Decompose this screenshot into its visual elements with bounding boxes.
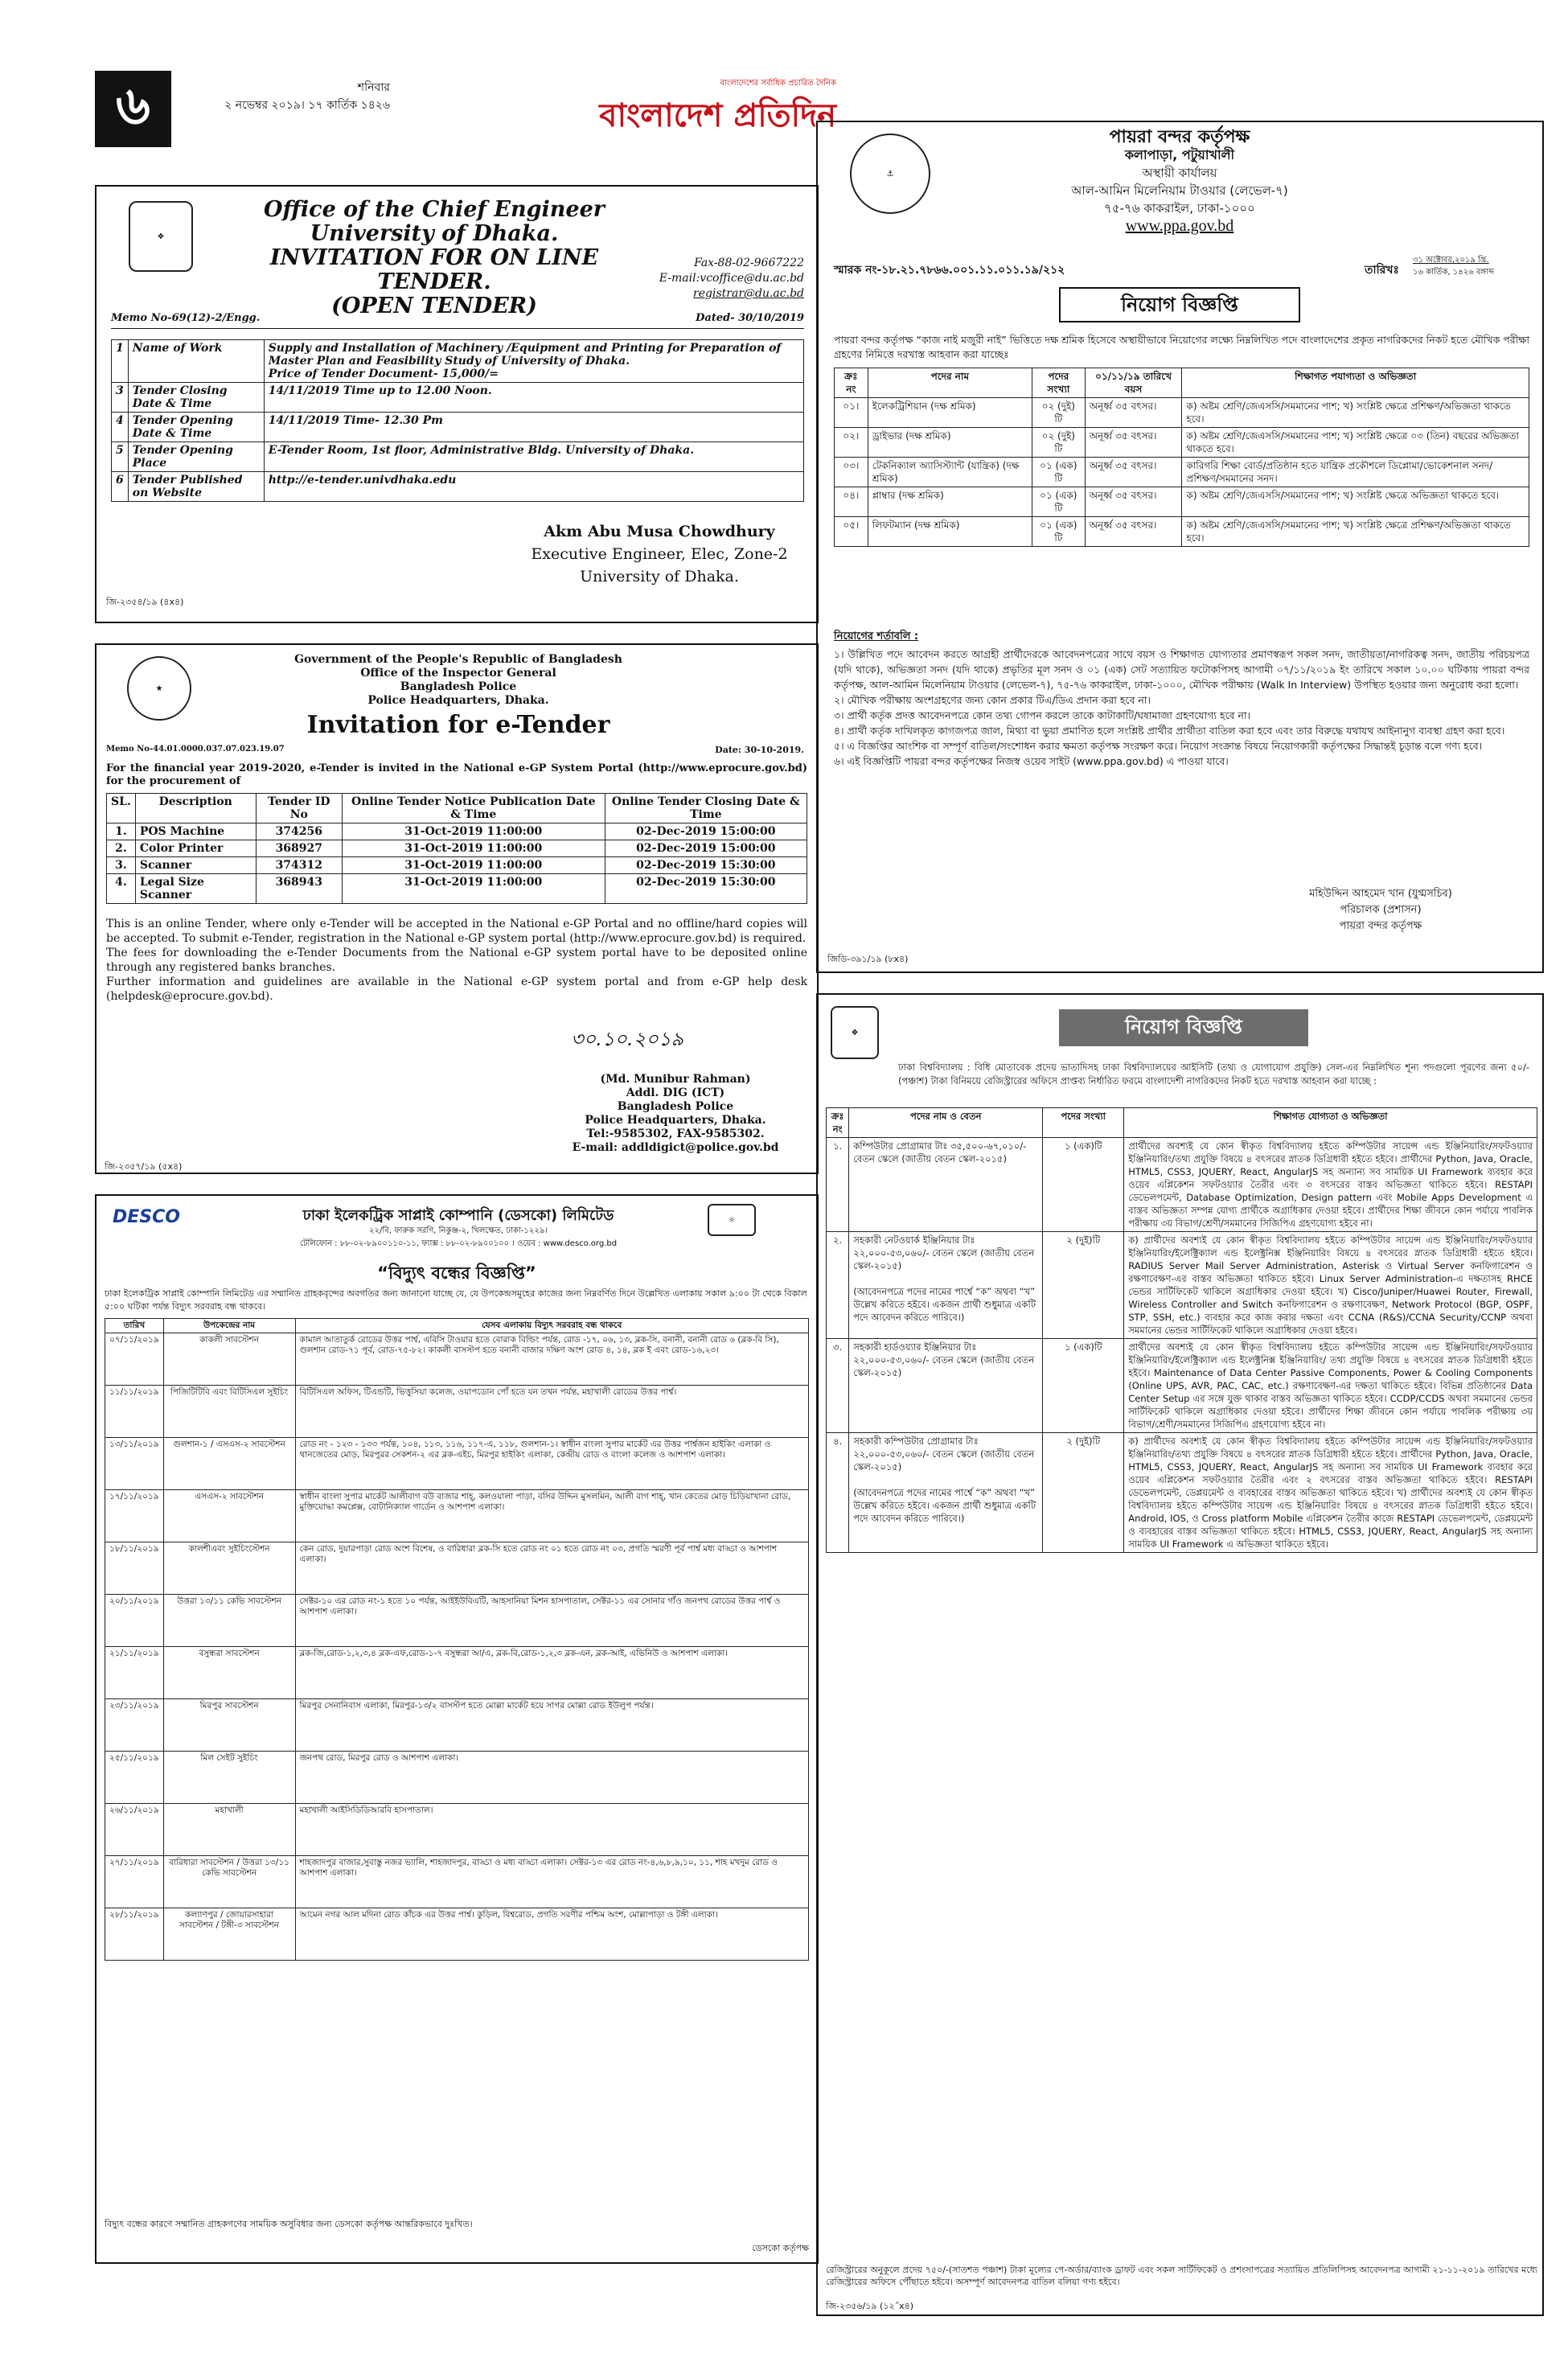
office-line: Office of the Inspector General: [360, 667, 556, 680]
row-label: Tender Opening Date & Time: [128, 413, 264, 442]
table-row: [105, 1595, 809, 1647]
substation-cell: বসুন্ধরা সাবস্টেশন: [163, 1647, 295, 1699]
table-header: Online Tender Notice Publication Date & Time: [342, 794, 605, 824]
email: registrar@du.ac.bd: [693, 287, 804, 300]
desco-title: ঢাকা ইলেকট্রিক সাপ্লাই কোম্পানি (ডেসকো) লিমিটেড: [302, 1207, 614, 1224]
table-header: Online Tender Closing Date & Time: [605, 794, 807, 824]
table-row: [827, 1339, 1537, 1433]
table-cell: ০১ (এক) টি: [1032, 517, 1085, 547]
signer-name: মহিউদ্দিন আহমেদ খান (যুগ্মসচিব): [1309, 888, 1452, 900]
date-cell: ২৫/১১/২০১৯: [105, 1752, 164, 1804]
police-intro: For the financial year 2019-2020, e-Tender is invited in the National e-GP System Portal (http://www.eprocure.gov.bd) for the procurement of: [106, 762, 807, 787]
du-job-table: [826, 1107, 1537, 1553]
table-cell: টেকনিক্যাল অ্যাসিস্ট্যান্ট (যান্ত্রিক) (দক্ষ শ্রমিক): [868, 458, 1032, 487]
police-body: [106, 917, 807, 1004]
police-title: Invitation for e-Tender: [306, 711, 610, 739]
table-cell: 3.: [107, 857, 136, 874]
table-cell: 4.: [107, 874, 136, 904]
table-row: [105, 1438, 809, 1490]
substation-cell: মিল সেইট সুইচিং: [163, 1752, 295, 1804]
notice-title: “বিদ্যুৎ বন্ধের বিজ্ঞপ্তি”: [377, 1263, 536, 1283]
table-cell: অনূর্ধ্ব ৩৫ বৎসর।: [1085, 428, 1182, 458]
university-line: University of Dhaka.: [310, 221, 559, 246]
du-tender-header: [225, 198, 643, 318]
table-header: Description: [135, 794, 256, 824]
table-row: [105, 1386, 809, 1438]
table-cell: 2.: [107, 840, 136, 857]
table-row: [112, 442, 804, 472]
table-row: [107, 857, 807, 874]
row-value: http://e-tender.univdhaka.edu: [264, 472, 803, 502]
table-row: [827, 1108, 1537, 1138]
condition-item: ৪। প্রার্থী কর্তৃক দাখিলকৃত কাগজপত্র জাল, মিথ্যা বা ভুয়া প্রমাণিত হলে সংশ্লিষ্ট প্রার্থীর প্রার্থীতা বাতিল করা হবে এবং তার বিরুদ্ধে যথাযথ আইনানুগ ব্যবস্থা গ্রহণ করা হবে।: [834, 725, 1505, 737]
count-cell: ২ (দুই)টি: [1043, 1232, 1124, 1339]
desco-contact: টেলিফোন : ৮৮-০২-৮৯০০১১০-১১, ফ্যাক্স : ৮৮-০২-৮৯০০১০০ । ওয়েব : www.desco.org.bd: [299, 1239, 618, 1248]
table-cell: Scanner: [135, 857, 256, 874]
date-cell: ২৩/১১/২০১৯: [105, 1699, 164, 1752]
signer-email: E-mail: addldigict@police.gov.bd: [572, 1141, 779, 1154]
substation-cell: কাকলী সাবস্টেশন: [163, 1333, 295, 1386]
table-header: ০১/১১/১৯ তারিখে বয়স: [1085, 368, 1182, 398]
table-cell: 02-Dec-2019 15:30:00: [605, 857, 807, 874]
row-label: Name of Work: [128, 340, 264, 383]
condition-item: ৫। এ বিজ্ঞপ্তির আংশিক বা সম্পূর্ণ বাতিল/সংশোধন করার ক্ষমতা কর্তৃপক্ষ সংরক্ষণ করে। নিয়োগ সংক্রান্ত বিষয়ে নিয়োগকারী কর্তৃপক্ষের সিদ্ধান্তই চূড়ান্ত বলে গণ্য হবে।: [834, 740, 1483, 752]
row-number: 1: [112, 340, 129, 383]
table-cell: অনূর্ধ্ব ৩৫ বৎসর।: [1085, 487, 1182, 517]
desco-address: ২২/বি, ফারুক সরণি, নিকুঞ্জ-২, খিলক্ষেত, ঢাকা-১২২৯।: [369, 1226, 548, 1235]
du-job-title: নিয়োগ বিজ্ঞপ্তি: [1059, 1009, 1308, 1046]
ppa-street: ৭৫-৭৬ কাকরাইল, ঢাকা-১০০০: [1104, 201, 1255, 216]
pm-initiative-icon: ☼: [708, 1204, 756, 1236]
date-cell: ২০/১১/২০১৯: [105, 1595, 164, 1647]
table-cell: 374312: [256, 857, 342, 874]
table-header: পদের নাম ও বেতন: [849, 1108, 1043, 1138]
substation-cell: মহাখালী: [163, 1804, 295, 1856]
open-tender-line: (OPEN TENDER): [331, 294, 537, 318]
ad-code: জি-২৩৫৪/১৯ (৪x৪): [106, 597, 184, 607]
table-cell: অনূর্ধ্ব ৩৫ বৎসর।: [1085, 517, 1182, 547]
table-row: [835, 458, 1529, 487]
qualification-cell: প্রার্থীদের অবশ্যই যে কোন স্বীকৃত বিশ্ববিদ্যালয় হইতে কম্পিউটার সায়েন্স এন্ড ইঞ্জিনিয়ারিং/সফটওয়্যার ইঞ্জিনিয়ারিং/ইলেক্ট্রিক্যাল এন্ড ইলেক্ট্রনিক্স ইঞ্জিনিয়ারিং/ তথ্য প্রযুক্তি বিষয়ে ৪ বৎসরের স্নাতক ডিগ্রিধারী হইতে হইবে। Maintenance of Data Center Passive Components, Power & Cooling Components (Online UPS, AVR, PAC, CAC, etc.) রক্ষণাবেক্ষণ-এর দক্ষতা থাকিতে হইবে। বিভিন্ন প্রতিষ্ঠানের Data Center Setup এর সঙ্গে যুক্ত থাকার বাস্তব অভিজ্ঞতা থাকিতে হইবে। CCDP/CCDS অথবা সমমানের ভেন্ডর সার্টিফিকেট থাকিলে অগ্রাধিকার দেওয়া হইবে। প্রার্থীদের শিক্ষা জীবনে কোন পর্যায়ে পাবলিক পরীক্ষায় ৩য় বিভাগ/শ্রেণী/সমমানের সিজিপিএ গ্রহণযোগ্য হইবে না।: [1124, 1339, 1537, 1433]
police-header: [209, 653, 708, 708]
row-number: 4: [112, 413, 129, 442]
row-number: ১.: [827, 1138, 849, 1232]
table-cell: ক) অষ্টম শ্রেণি/জেএসসি/সমমানের পাশ; খ) সংশ্লিষ্ট ক্ষেত্রে ০৩ (তিন) বছরের অভিজ্ঞতা থাকতে হবে।: [1182, 428, 1529, 458]
table-row: [827, 1433, 1537, 1553]
invitation-line: INVITATION FOR ON LINE TENDER.: [269, 245, 599, 294]
police-logo-icon: ★: [127, 656, 191, 721]
memo-date: Date: 30-10-2019.: [715, 745, 804, 755]
ppa-notice: [816, 121, 1544, 973]
ppa-notice-title: নিয়োগ বিজ্ঞপ্তি: [1059, 287, 1300, 322]
area-cell: শাহজাদপুর বাজার,সুবাস্তু নজর ভ্যালি, শাহজাদপুর, বাড্ডা ও মধ্য বাড্ডা এলাকা। সেক্টর-১৩ এর রোড নং-৪,৬,৮,৯,১০, ১১, শাহ মখদুম রোড ও আশপাশ এলাকা।: [295, 1856, 809, 1908]
table-row: [827, 1232, 1537, 1339]
table-header: যেসব এলাকায় বিদ্যুৎ সরবরাহ বন্ধ থাকবে: [295, 1319, 809, 1333]
date-bengali: ১৬ কার্তিক, ১৪২৬ বঙ্গাব্দ: [1413, 268, 1495, 277]
table-cell: 31-Oct-2019 11:00:00: [342, 824, 605, 840]
table-cell: অনূর্ধ্ব ৩৫ বৎসর।: [1085, 398, 1182, 428]
date-cell: ০৭/১১/২০১৯: [105, 1333, 164, 1386]
date-cell: ১৩/১১/২০১৯: [105, 1438, 164, 1490]
ppa-date: [1413, 254, 1494, 278]
row-number: ৩.: [827, 1339, 849, 1433]
date-cell: ২৮/১১/২০১৯: [105, 1908, 164, 1961]
table-cell: ০১।: [835, 398, 868, 428]
signer-name: Akm Abu Musa Chowdhury: [544, 523, 775, 540]
date-cell: ১৭/১১/২০১৯: [105, 1490, 164, 1542]
table-header: তারিখ: [105, 1319, 164, 1333]
row-label: Tender Published on Website: [128, 472, 264, 502]
ppa-signature: [1236, 886, 1525, 934]
table-cell: ক) অষ্টম শ্রেণি/জেএসসি/সমমানের পাশ; খ) সংশ্লিষ্ট ক্ষেত্রে অভিজ্ঞতা থাকতে হবে।: [1182, 487, 1529, 517]
table-row: [827, 1138, 1537, 1232]
du-logo-icon: ❖: [831, 1006, 879, 1059]
ppa-memo: স্মারক নং-১৮.২১.৭৮৬৬.০০১.১১.০১১.১৯/২১২: [834, 264, 1065, 277]
masthead: বাংলাদেশ প্রতিদিন: [599, 97, 836, 134]
date-cell: ২১/১১/২০১৯: [105, 1647, 164, 1699]
ppa-header: [946, 129, 1413, 235]
table-header: শিক্ষাগত যোগ্যতা ও অভিজ্ঞতা: [1124, 1108, 1537, 1138]
table-header: Tender ID No: [256, 794, 342, 824]
table-row: [107, 874, 807, 904]
signer-org: Bangladesh Police: [617, 1100, 734, 1113]
table-header: পদের সংখ্যা: [1032, 368, 1085, 398]
date-cell: ২৭/১১/২০১৯: [105, 1856, 164, 1908]
fax: Fax-88-02-9667222: [694, 257, 804, 269]
condition-item: ১। উল্লিখিত পদে আবেদন করতে আগ্রহী প্রার্থীদেরকে আবেদনপত্রের সাথে বয়স ও শিক্ষাগত যোগ্যতার প্রমাণস্বরূপ সকল সনদ, জাতীয়তা/নাগরিকত্ব সনদ, জাতীয় পরিচয়পত্র (যদি থাকে), অভিজ্ঞতা সনদ (যদি থাকে) প্রভৃতির মূল সনদ ও ০১ (এক) সেট সত্যায়িত ফটোকপিসহ আগামী ০৭/১১/২০১৯ ইং তারিখে সকাল ১০.০০ ঘটিকায় পায়রা বন্দর কর্তৃপক্ষ, আল-আমিন মিলেনিয়াম টাওয়ার (লেভেল-৭), ৭৫-৭৬ কাকরাইল, ঢাকা-১০০০, মৌখিক পরীক্ষায় (Walk In Interview) উপস্থিত হওয়ার জন্য অনুরোধ করা হলো।: [834, 648, 1529, 691]
table-row: [112, 472, 804, 502]
table-cell: 368943: [256, 874, 342, 904]
area-cell: সেক্টর-১০ এর রোড নং-১ হতে ১০ পর্যন্ত, আইইউবিএটি, আহসানিয়া মিশন হাসপাতাল, সেক্টর-১১ এর সোনার গাঁও জনপথ রোডের উত্তর পার্শ্ব ও আশপাশ এলাকা।: [295, 1595, 809, 1647]
area-cell: ব্লক-জি,রোড-১,২,৩,৪ ব্লক-এফ,রোড-১-৭ বসুন্ধরা আ/এ, ব্লক-বি,রোড-১,২,৩ ব্লক-এন, ব্লক-আই, এভিনিউ ও আশপাশ এলাকা।: [295, 1647, 809, 1699]
desco-sign: ডেসকো কর্তৃপক্ষ: [752, 2243, 809, 2253]
table-cell: ০২।: [835, 428, 868, 458]
table-cell: 02-Dec-2019 15:00:00: [605, 840, 807, 857]
date-cell: ২৬/১১/২০১৯: [105, 1804, 164, 1856]
table-header: উপকেন্দ্রের নাম: [163, 1319, 295, 1333]
body-paragraph: Further information and guidelines are available in the National e-GP system portal and from e-GP help desk (helpdesk@eprocure.gov.bd).: [106, 975, 807, 1003]
area-cell: স্বাধীন বাংলা সুপার মার্কেট আলীবাগ বউ বাজার শাহ্, কলওয়ালা পাড়া, বসির উদ্দিন মুসলমিন, আলী বাগ শাহ্, খান কেতের মোড় চিড়িয়াখানা রোড, মুক্তিযোদ্ধা কমপ্লেক্স, বোটানিক্যাল গার্ডেন ও আশপাশ এলাকা।: [295, 1490, 809, 1542]
condition-item: ৩। প্রার্থী কর্তৃক প্রদত্ত আবেদনপত্রে কোন তথ্য গোপন করলে তাকে কাটাকাটি/ঘষামাজা গ্রহণযোগ্য হবে না।: [834, 709, 1251, 721]
du-job-footer: রেজিস্ট্রারের অনুকূলে প্রদেয় ৭৫০/-(সাতশত পঞ্চাশ) টাকা মূল্যের পে-অর্ডার/ব্যাংক ড্রাফট এবং সকল সার্টিফিকেট ও প্রশংসাপত্রের সত্যায়িত প্রতিলিপিসহ আবেদনপত্র আগামী ২১-১১-২০১৯ তারিখের মধ্যে রেজিস্ট্রারের অফিসে পৌঁছাতে হইবে। অসম্পূর্ণ আবেদনপত্র বাতিল বলিয়া গণ্য হইবে।: [826, 2265, 1537, 2287]
ppa-title: পায়রা বন্দর কর্তৃপক্ষ: [1109, 127, 1250, 147]
police-tender-notice: [95, 643, 819, 1174]
substation-cell: কল্যাণপুর / জোয়ারসাহারা সাবস্টেশন / টঙ্গী-৩ সাবস্টেশন: [163, 1908, 295, 1961]
body-paragraph: The fees for downloading the e-Tender Documents from the National e-GP system portal have to be deposited online through any registered banks branches.: [106, 947, 807, 974]
table-cell: ক) অষ্টম শ্রেণি/জেএসসি/সমমানের পাশ; খ) সংশ্লিষ্ট ক্ষেত্রে প্রশিক্ষণ/অভিজ্ঞতা থাকতে হবে।: [1182, 517, 1529, 547]
condition-item: ২। মৌখিক পরীক্ষায় অংশগ্রহণের জন্য কোন প্রকার টিএ/ডিএ প্রদান করা হবে না।: [834, 694, 1151, 706]
memo-no: Memo No-69(12)-2/Engg.: [111, 312, 261, 324]
row-number: 5: [112, 442, 129, 472]
table-row: [835, 398, 1529, 428]
email: E-mail:vcoffice@du.ac.bd: [659, 272, 804, 285]
signature-date: ৩০.১০.২০১৯: [571, 1028, 684, 1050]
area-cell: মিরপুর সেনানিবাস এলাকা, মিরপুর-১৩/২ বাসস্টপ হতে মোল্লা মার্কেট হয়ে সাগর মোল্লা রোড ইউলুপ পর্যন্ত।: [295, 1699, 809, 1752]
row-value: E-Tender Room, 1st floor, Administrative Bldg. University of Dhaka.: [264, 442, 803, 472]
table-header: শিক্ষাগত পযাগ্যতা ও অভিজ্ঞতা: [1182, 368, 1529, 398]
post-cell: সহকারী নেটওয়ার্ক ইঞ্জিনিয়ার টাঃ ২২,০০০-৫৩,০৬০/- বেতন স্কেলে (জাতীয় বেতন স্কেল-২০১৫) (আবেদনপত্রে পদের নামের পার্শ্বে “ক” অথবা “খ” উল্লেখ করিতে হইবে। একজন প্রার্থী শুধুমাত্র একটি পদে আবেদন করিতে পারিবে।): [849, 1232, 1043, 1339]
substation-cell: কালশীএবং সুইচিংস্টেশন: [163, 1542, 295, 1595]
office-line: Office of the Chief Engineer: [264, 197, 605, 222]
substation-cell: এসএস-২ সাবস্টেশন: [163, 1490, 295, 1542]
table-row: [105, 1490, 809, 1542]
ad-code: জি-২৩৫৭/১৯ (৫x৪): [105, 1161, 183, 1172]
table-header: ক্রঃ নং: [827, 1108, 849, 1138]
signer-title: Addl. DIG (ICT): [626, 1086, 725, 1099]
table-row: [835, 517, 1529, 547]
table-cell: ০১ (এক) টি: [1032, 487, 1085, 517]
weekday: শনিবার: [357, 81, 390, 94]
ad-code: জিডি-৩৯১/১৯ (৮x৪): [827, 954, 909, 964]
du-signature: [515, 520, 804, 588]
substation-cell: পিজিটিটিবি এবং বিটিসিএল সুইচিং: [163, 1386, 295, 1438]
substation-cell: গুলশান-১ / এসএস-২ সাবস্টেশন: [163, 1438, 295, 1490]
table-cell: 31-Oct-2019 11:00:00: [342, 840, 605, 857]
table-cell: কারিগরি শিক্ষা বোর্ড/প্রতিষ্ঠান হতে যান্ত্রিক প্রকৌশলে ডিপ্লোমা/ভোকেশনাল সনদ/প্রশিক্ষণ/সমমানের সনদ।: [1182, 458, 1529, 487]
row-number: ২.: [827, 1232, 849, 1339]
table-cell: 02-Dec-2019 15:00:00: [605, 824, 807, 840]
table-cell: ইলেকট্রিশিয়ান (দক্ষ শ্রমিক): [868, 398, 1032, 428]
area-cell: আমেন নগর আল মদিনা রোড কাঁচক এর উত্তর পার্শ্ব। কুড়িল, বিশ্বরোড, প্রগতি সরণীর পশ্চিম অংশ, মোল্লাপাড়া ও টঙ্গী এলাকা।: [295, 1908, 809, 1961]
row-number: 6: [112, 472, 129, 502]
table-row: [107, 824, 807, 840]
desco-notice: [95, 1194, 819, 2264]
signer-address: Police Headquarters, Dhaka.: [585, 1114, 766, 1127]
table-cell: ০৪।: [835, 487, 868, 517]
table-row: [107, 794, 807, 824]
post-cell: সহকারী কম্পিউটার প্রোগ্রামার টাঃ ২২,০০০-৫৩,০৬০/- বেতন স্কেলে (জাতীয় বেতন স্কেল-২০১৫) (আবেদনপত্রে পদের নামের পার্শ্বে “ক” অথবা “খ” উল্লেখ করিতে হইবে। একজন প্রার্থী শুধুমাত্র একটি পদে আবেদন করিতে পারিবে।): [849, 1433, 1043, 1553]
memo-date: Dated- 30/10/2019: [696, 312, 804, 324]
ppa-website: www.ppa.gov.bd: [1125, 217, 1234, 235]
qualification-cell: প্রার্থীদের অবশ্যই যে কোন স্বীকৃত বিশ্ববিদ্যালয় হইতে কম্পিউটার সায়েন্স এন্ড ইঞ্জিনিয়ারিং/সফটওয়্যার ইঞ্জিনিয়ারিং/তথ্য প্রযুক্তি বিষয়ে ৪ বৎসরের স্নাতক ডিগ্রিধারী হইতে হইবে। প্রার্থীদের Python, Java, Oracle, HTML5, CSS3, JQUERY, React, AngularJS সহ অন্যান্য সব সাময়িক UI Framework ব্যবহার করে ওয়েব এপ্লিকেশন সফটওয়্যার তৈরীর এবং ৩ বৎসরের বাস্তব অভিজ্ঞতা থাকিতে হইবে। RESTAPI ডেভেলপমেন্ট, Database Optimization, Design pattern এবং Mobile Apps Development এ বাস্তব অভিজ্ঞতা সম্পন্ন যোগ্য প্রার্থীকে অগ্রাধিকার দেওয়া হইবে। প্রার্থীদের শিক্ষা জীবনে কোন পর্যায়ে পাবলিক পরীক্ষায় ৩য় বিভাগ/শ্রেণী/সমমানের সিজিপিএ গ্রহণযোগ্য হইবে না।: [1124, 1138, 1537, 1232]
signer-phone: Tel:-9585302, FAX-9585302.: [586, 1127, 765, 1140]
table-cell: লিফটম্যান (দক্ষ শ্রমিক): [868, 517, 1032, 547]
table-cell: ০১ (এক) টি: [1032, 458, 1085, 487]
table-cell: Color Printer: [135, 840, 256, 857]
ppa-intro: পায়রা বন্দর কর্তৃপক্ষ “কাজ নাই মজুরী নাই” ভিত্তিতে দক্ষ শ্রমিক হিসেবে অস্থায়ীভাবে নিয়োগের লক্ষ্যে নিম্নলিখিত পদে বাংলাদেশের প্রকৃত নাগরিকদের নিকট হতে মৌখিক পরীক্ষা গ্রহণের নিমিত্তে দরখাস্ত আহবান করা যাচ্ছেঃ: [834, 334, 1529, 360]
table-cell: 02-Dec-2019 15:30:00: [605, 874, 807, 904]
table-row: [835, 368, 1529, 398]
du-contacts: [611, 256, 804, 302]
qualification-cell: ক) প্রার্থীদের অবশ্যই যে কোন স্বীকৃত বিশ্ববিদ্যালয় হইতে কম্পিউটার সায়েন্স এন্ড ইঞ্জিনিয়ারিং/সফটওয়্যার ইঞ্জিনিয়ারিং/ইলেক্ট্রিক্যাল এন্ড ইলেক্ট্রনিক্স ইঞ্জিনিয়ারিং বিষয়ে ৪ বৎসরের স্নাতক ডিগ্রিধারী হইতে হইবে। RADIUS Server Mail Server Administration, Asterisk ও Virtual Server কনফিগারেশন ও রক্ষণাবেক্ষণ-এর বাস্তব অভিজ্ঞতা থাকিতে হইবে। Linux Server Administration-এ দক্ষতাসহ RHCE ভেন্ডর সার্টিফিকেট থাকিলে অগ্রাধিকার দেওয়া হইবে। খ) Cisco/Juniper/Huawei Router, Firewall, Wireless Controller and Switch কনফিগারেশন ও রক্ষণাবেক্ষণ, Network Protocol (BGP, OSPF, STP, SSH, etc.) ব্যবহার করে কাজ করার দক্ষতা এবং CCNA (R&S)/CCNA Security/CCNP অথবা সমমানের ভেন্ডর সার্টিফিকেট থাকিলে অগ্রাধিকার দেওয়া হইবে।: [1124, 1232, 1537, 1339]
area-cell: জনপথ রোড, মিরপুর রোড ও আশপাশ এলাকা।: [295, 1752, 809, 1804]
date-cell: ১১/১১/২০১৯: [105, 1386, 164, 1438]
table-cell: 374256: [256, 824, 342, 840]
table-cell: 31-Oct-2019 11:00:00: [342, 874, 605, 904]
signer-name: (Md. Munibur Rahman): [600, 1073, 751, 1086]
row-value: 14/11/2019 Time up to 12.00 Noon.: [264, 383, 803, 413]
table-cell: ০৫।: [835, 517, 868, 547]
date-gregorian: ৩১ অক্টোবর,২০১৯ খ্রি.: [1413, 256, 1489, 265]
table-cell: POS Machine: [135, 824, 256, 840]
table-row: [105, 1542, 809, 1595]
conditions-title: নিয়োগের শর্তাবলি :: [834, 630, 919, 643]
condition-item: ৬। এই বিজ্ঞপ্তিটি পায়রা বন্দর কর্তৃপক্ষের নিজস্ব ওয়েব সাইট (www.ppa.gov.bd) এ পাওয়া যাবে।: [834, 755, 1229, 767]
outage-table: [105, 1318, 809, 1961]
ppa-office: অস্থায়ী কার্যালয়: [1142, 166, 1217, 180]
table-cell: 31-Oct-2019 11:00:00: [342, 857, 605, 874]
table-header: পদের নাম: [868, 368, 1032, 398]
table-cell: ০৩।: [835, 458, 868, 487]
area-cell: রোড নং - ১২৩ - ১৩৩ পর্যন্ত, ১০৪, ১১৩, ১১৬, ১১৭-এ, ১১৮, গুলশান-১। স্বাধীন বাংলা সুপার মার্কেট এর উত্তর পার্শ্বজন হাইকিং এলাকা ও থানজেতের মোড়, মিরপুরর সেকশন-২ এর ব্লক-এইচ, মিরপুর হাইকিং এলাকা, কেন্দ্রীয় রোড ও বাংলা কলেজ ও আশপাশ এলাকা।: [295, 1438, 809, 1490]
row-number: ৪.: [827, 1433, 849, 1553]
table-row: [105, 1647, 809, 1699]
desco-intro: ঢাকা ইলেকট্রিক সাপ্লাই কোম্পানি লিমিটেড এর সম্মানিত গ্রাহকবৃন্দের অবগতির জন্য জানানো যাচ্ছে যে, যে উপকেন্দ্রসমূহের কাজের জন্য নিম্নবর্ণিত দিনে উল্লেখিত এলাকায় সকাল ৯:০০ টা থেকে বিকাল ৫:০০ ঘটিকা পর্যন্ত বিদ্যুৎ সরবরাহ বন্ধ থাকবে।: [105, 1288, 807, 1312]
ppa-location: কলাপাড়া, পটুয়াখালী: [1124, 147, 1235, 162]
body-paragraph: This is an online Tender, where only e-Tender will be accepted in the National e-GP Portal and no offline/hard copies will be accepted. To submit e-Tender, registration in the National e-GP system portal (http://www.eprocure.gov.bd) is required.: [106, 918, 807, 945]
ppa-post-table: [834, 368, 1529, 547]
table-row: [112, 340, 804, 383]
signer-title: পরিচালক (প্রশাসন): [1340, 904, 1422, 916]
desco-footer: বিদ্যুৎ বন্ধের কারণে সম্মানিত গ্রাহকগণের সাময়িক অসুবিধার জন্য ডেসকো কর্তৃপক্ষ আন্তরিকভাবে দুঃখিত।: [105, 2219, 473, 2229]
table-cell: ড্রাইভার (দক্ষ শ্রমিক): [868, 428, 1032, 458]
substation-cell: উত্তরা ১৩/১১ কেভি সাবস্টেশন: [163, 1595, 295, 1647]
count-cell: ১ (এক)টি: [1043, 1138, 1124, 1232]
qualification-cell: ক) প্রার্থীদের অবশ্যই যে কোন স্বীকৃত বিশ্ববিদ্যালয় হইতে কম্পিউটার সায়েন্স এন্ড ইঞ্জিনিয়ারিং/সফটওয়্যার ইঞ্জিনিয়ারিং/তথ্য প্রযুক্তি বিষয়ে ৪ বৎসরের স্নাতক ডিগ্রিধারী হইতে হইবে। প্রার্থীদের Python, Java, Oracle, HTML5, CSS3, JQUERY, React, AngularJS সহ অন্যান্য সব সাময়িক UI Framework ব্যবহার করে ওয়েব এপ্লিকেশন সফটওয়্যার তৈরীর এবং ২ বৎসরের বাস্তব অভিজ্ঞতা থাকিতে হইবে। RESTAPI ডেভেলপমেন্ট, ডেপ্লয়মেন্ট ও ব্যবহারের বাস্তব অভিজ্ঞতা থাকিতে হইবে। খ) প্রার্থীদের অবশ্যই যে কোন স্বীকৃত বিশ্ববিদ্যালয় হইতে কম্পিউটার সায়েন্স এন্ড ইঞ্জিনিয়ারিং বিষয়ে ৪ বৎসরের স্নাতক ডিগ্রিধারী হইতে হইবে। Android, IOS, ও Cross platform Mobile এপ্লিকেশন তৈরীর কাজে RESTAPI ডেভেলপমেন্ট, ডেপ্লয়মেন্ট ও ব্যবহারের বাস্তব অভিজ্ঞতা থাকিতে হইবে। HTML5, CSS3, JQUERY, React, AngularJS সহ অন্যান্য সাময়িক UI Framework এ অভিজ্ঞতা থাকিতে হইবে।: [1124, 1433, 1537, 1553]
table-header: SL.: [107, 794, 136, 824]
du-job-intro: ঢাকা বিশ্ববিদ্যালয় : বিধি মোতাবেক প্রদেয় ভাতাদিসহ ঢাকা বিশ্ববিদ্যালয়ের আইসিটি (তথ্য ও যোগাযোগ প্রযুক্তি) সেল-এর নিম্নলিখিত শূন্য পদগুলো পূরণের জন্য ৫০/- (পঞ্চাশ) টাকা বিনিময়ে রেজিস্ট্রারের অফিসে প্রাপ্তব্য নির্ধারিত ফরমে বাংলাদেশী নাগরিকদের নিকট হতে দরখাস্ত আহবান করা যাচ্ছে :: [898, 1062, 1529, 1086]
desco-logo: DESCO: [113, 1207, 180, 1227]
count-cell: ২ (দুই)টি: [1043, 1433, 1124, 1553]
ppa-logo-icon: ⚓: [850, 133, 930, 214]
area-cell: বিটিসিএল অফিস, টিএন্ডটি, ভিত্তুসিয়া কলেজ, ওয়াপডোন পোঁ হতে যন তখন পর্যন্ত, মহাখালী রোডের উত্তর পার্শ্ব।: [295, 1386, 809, 1438]
table-row: [835, 487, 1529, 517]
hq-line: Police Headquarters, Dhaka.: [367, 694, 549, 707]
count-cell: ১ (এক)টি: [1043, 1339, 1124, 1433]
signer-title: Executive Engineer, Elec, Zone-2: [531, 545, 788, 563]
du-job-notice: [816, 993, 1544, 2316]
date-cell: ১৮/১১/২০১৯: [105, 1542, 164, 1595]
signer-org: পায়রা বন্দর কর্তৃপক্ষ: [1339, 920, 1422, 932]
table-cell: ০২ (দুই) টি: [1032, 428, 1085, 458]
row-label: Tender Opening Place: [128, 442, 264, 472]
page-number: ৬: [95, 71, 171, 147]
police-signature: [547, 1073, 804, 1155]
govt-line: Government of the People's Republic of Bangladesh: [294, 653, 622, 666]
du-logo-icon: ❖: [129, 201, 193, 272]
masthead-tagline: বাংলাদেশের সর্বাধিক প্রচারিত দৈনিক: [720, 79, 836, 88]
table-row: [107, 840, 807, 857]
row-number: 3: [112, 383, 129, 413]
police-line: Bangladesh Police: [400, 680, 517, 693]
table-header: ক্রঃ নং: [835, 368, 868, 398]
area-cell: মহাখালী আইসিডিডিআরবি হাসপাতাল।: [295, 1804, 809, 1856]
table-row: [105, 1856, 809, 1908]
memo-no: Memo No-44.01.0000.037.07.023.19.07: [106, 745, 285, 754]
table-row: [112, 413, 804, 442]
table-cell: অনূর্ধ্ব ৩৫ বৎসর।: [1085, 458, 1182, 487]
table-row: [105, 1752, 809, 1804]
table-row: [105, 1333, 809, 1386]
table-cell: Legal Size Scanner: [135, 874, 256, 904]
table-cell: ক) অষ্টম শ্রেণি/জেএসসি/সমমানের পাশ; খ) সংশ্লিষ্ট ক্ষেত্রে প্রশিক্ষণ/অভিজ্ঞতা থাকতে হবে।: [1182, 398, 1529, 428]
post-cell: কম্পিউটার প্রোগ্রামার টাঃ ৩৫,৫০০-৬৭,০১০/- বেতন স্কেলে (জাতীয় বেতন স্কেল-২০১৫): [849, 1138, 1043, 1232]
substation-cell: মিরপুর সাবস্টেশন: [163, 1699, 295, 1752]
table-row: [105, 1908, 809, 1961]
table-row: [105, 1804, 809, 1856]
table-header: পদের সংখ্যা: [1043, 1108, 1124, 1138]
date-line: ২ নভেম্বর ২০১৯। ১৭ কার্তিক ১৪২৬: [224, 99, 390, 112]
table-row: [105, 1699, 809, 1752]
conditions-list: [834, 647, 1529, 769]
tender-table: [111, 339, 804, 502]
row-value: Supply and Installation of Machinery /Equipment and Printing for Preparation of Master Plan and Feasibility Study of University of Dhaka. Price of Tender Document- 15,000/=: [264, 340, 803, 383]
row-value: 14/11/2019 Time- 12.30 Pm: [264, 413, 803, 442]
table-row: [112, 383, 804, 413]
signer-org: University of Dhaka.: [580, 568, 739, 585]
table-row: [105, 1319, 809, 1333]
ppa-building: আল-আমিন মিলেনিয়াম টাওয়ার (লেভেল-৭): [1071, 183, 1288, 198]
ad-code: জি-২৩৫৬/১৯ (১২˝x৪): [826, 2301, 914, 2311]
date-label: তারিখঃ: [1365, 264, 1399, 277]
du-tender-notice: [95, 185, 819, 623]
table-row: [835, 428, 1529, 458]
area-cell: কেন রোড, দুয়ারপাড়া রোড অংশ বিশেষ, ও বারিধারা ব্লক-সি হতে রোড নং ০১ হতে রোড নং ০৩, প্রগতি স্মরণী পূর্ব পার্শ্ব মধ্য বাড্ডা ও আশপাশ এলাকা।: [295, 1542, 809, 1595]
row-label: Tender Closing Date & Time: [128, 383, 264, 413]
table-cell: 368927: [256, 840, 342, 857]
date-block: [181, 79, 390, 114]
table-cell: 1.: [107, 824, 136, 840]
table-cell: প্লাম্বার (দক্ষ শ্রমিক): [868, 487, 1032, 517]
post-cell: সহকারী হার্ডওয়্যার ইঞ্জিনিয়ার টাঃ ২২,০০০-৫৩,০৬০/- বেতন স্কেলে (জাতীয় বেতন স্কেল-২০১৫): [849, 1339, 1043, 1433]
area-cell: কামাল আতাতুর্ক রোডের উত্তর পার্শ্ব, এবিসি টাওয়ার হতে বোরাক বিল্ডিং পর্যন্ত, রোড -১৭, ০৬, ১৩, ব্লক-সি, বনানী, বনানী রোড ৬ (ব্লক-বি সি), গুলশান রোড-৭১ পূর্ব, রোড-৭৫-৮২। কাকলী বাসস্টপ হতে বনানী বাজার দক্ষিণ অংশ রোড ৪, ১৪, ব্লক ই এবং রোড-১৬,২৩।: [295, 1333, 809, 1386]
table-cell: ০২ (দুই) টি: [1032, 398, 1085, 428]
police-tender-table: [106, 793, 807, 904]
substation-cell: বারিধারা সাবস্টেশন / উত্তরা ১৩/১১ কেভি সাবস্টেশন: [163, 1856, 295, 1908]
